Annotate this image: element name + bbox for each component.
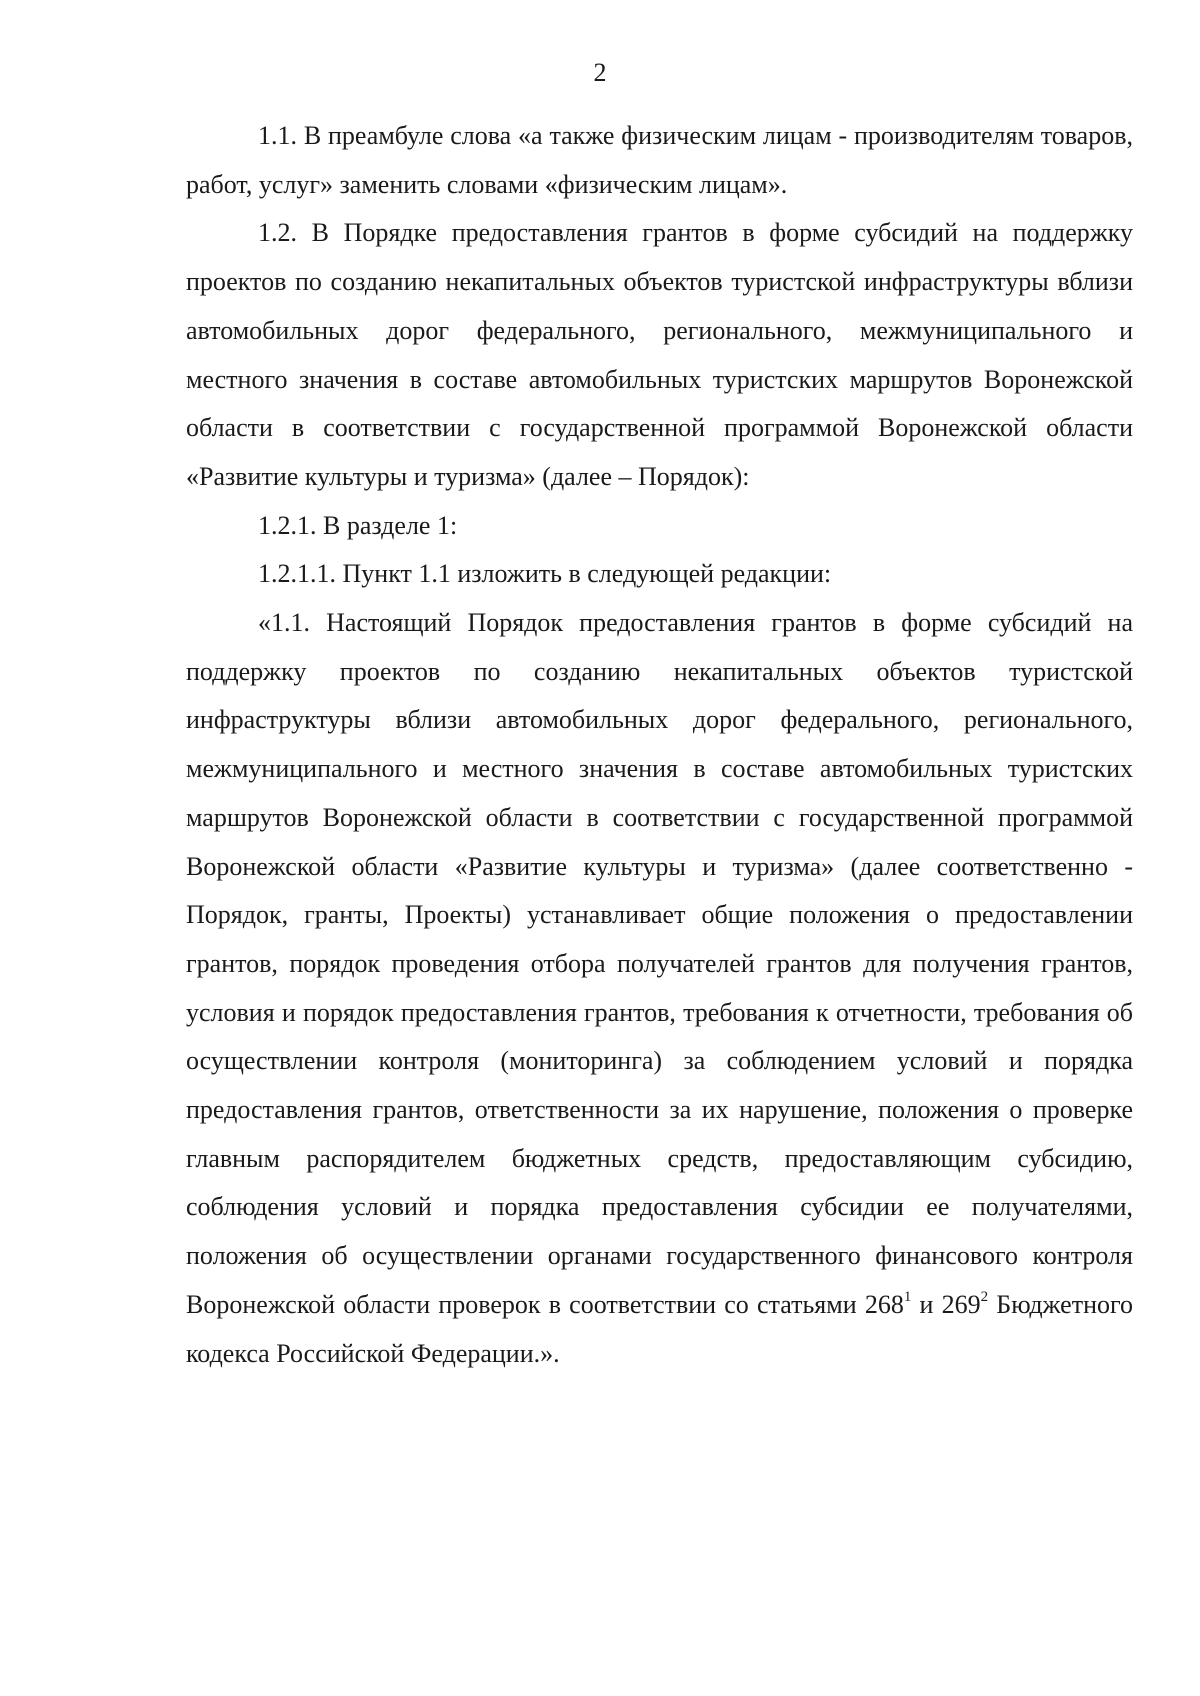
quoted-text: «1.1. Настоящий Порядок предоставления грантов в форме субсидий на поддержку проектов по созданию некапитальных объектов туристской инфраструктуры вблизи автомобильных дорог федерального, регионального, межмуниципального и местного значения в составе автомобильных туристских маршрутов Воронежской области в соответствии с государственной программой Воронежской области «Развитие культуры и туризма» (далее соответственно - Порядок, гранты, Проекты) устанавливает общие положения о предоставлении грантов, порядок проведения отбора получателей грантов для получения грантов, условия и порядок предоставления грантов, требования к отчетности, требования об осуществлении контроля (мониторинга) за соблюдением условий и порядка предоставления грантов, ответственности за их нарушение, положения о проверке главным распорядителем бюджетных средств, предоставляющим субсидию, соблюдения условий и порядка предоставления субсидии ее получателями, положения об осуществлении органами государственного финансового контроля Воронежской области проверок в соответствии со: [186, 608, 1133, 1319]
paragraph-1-2-1: 1.2.1. В разделе 1:: [258, 510, 458, 540]
citation-text: статьями $268^1$ и $269^2$ Бюджетного кодекса Российской Федерации.».: [186, 1288, 1134, 1368]
superscript-2: 2: [980, 1288, 989, 1305]
paragraph-quoted-1-1: [186, 599, 1133, 1378]
paragraph-1-2: 1.2. В Порядке предоставления грантов в форме субсидий на поддержку проектов по созданию некапитальных объектов туристской инфраструктуры вблизи автомобильных дорог федерального, регионального, межмуниципального и местного значения в составе автомобильных туристских маршрутов Воронежской области в соответствии с государственной программой Воронежской области «Развитие культуры и туризма» (далее – Порядок):: [186, 218, 1133, 491]
paragraph-1-1: 1.1. В преамбуле слова «а также физическим лицам - производителям товаров, работ, услуг» заменить словами «физическим лицам».: [186, 121, 1133, 199]
page-number: 2: [593, 58, 607, 87]
paragraph-1-2-1-1: 1.2.1.1. Пункт 1.1 изложить в следующей редакции:: [258, 559, 832, 589]
superscript-1: 1: [903, 1288, 912, 1305]
document-body: [186, 112, 1133, 1378]
